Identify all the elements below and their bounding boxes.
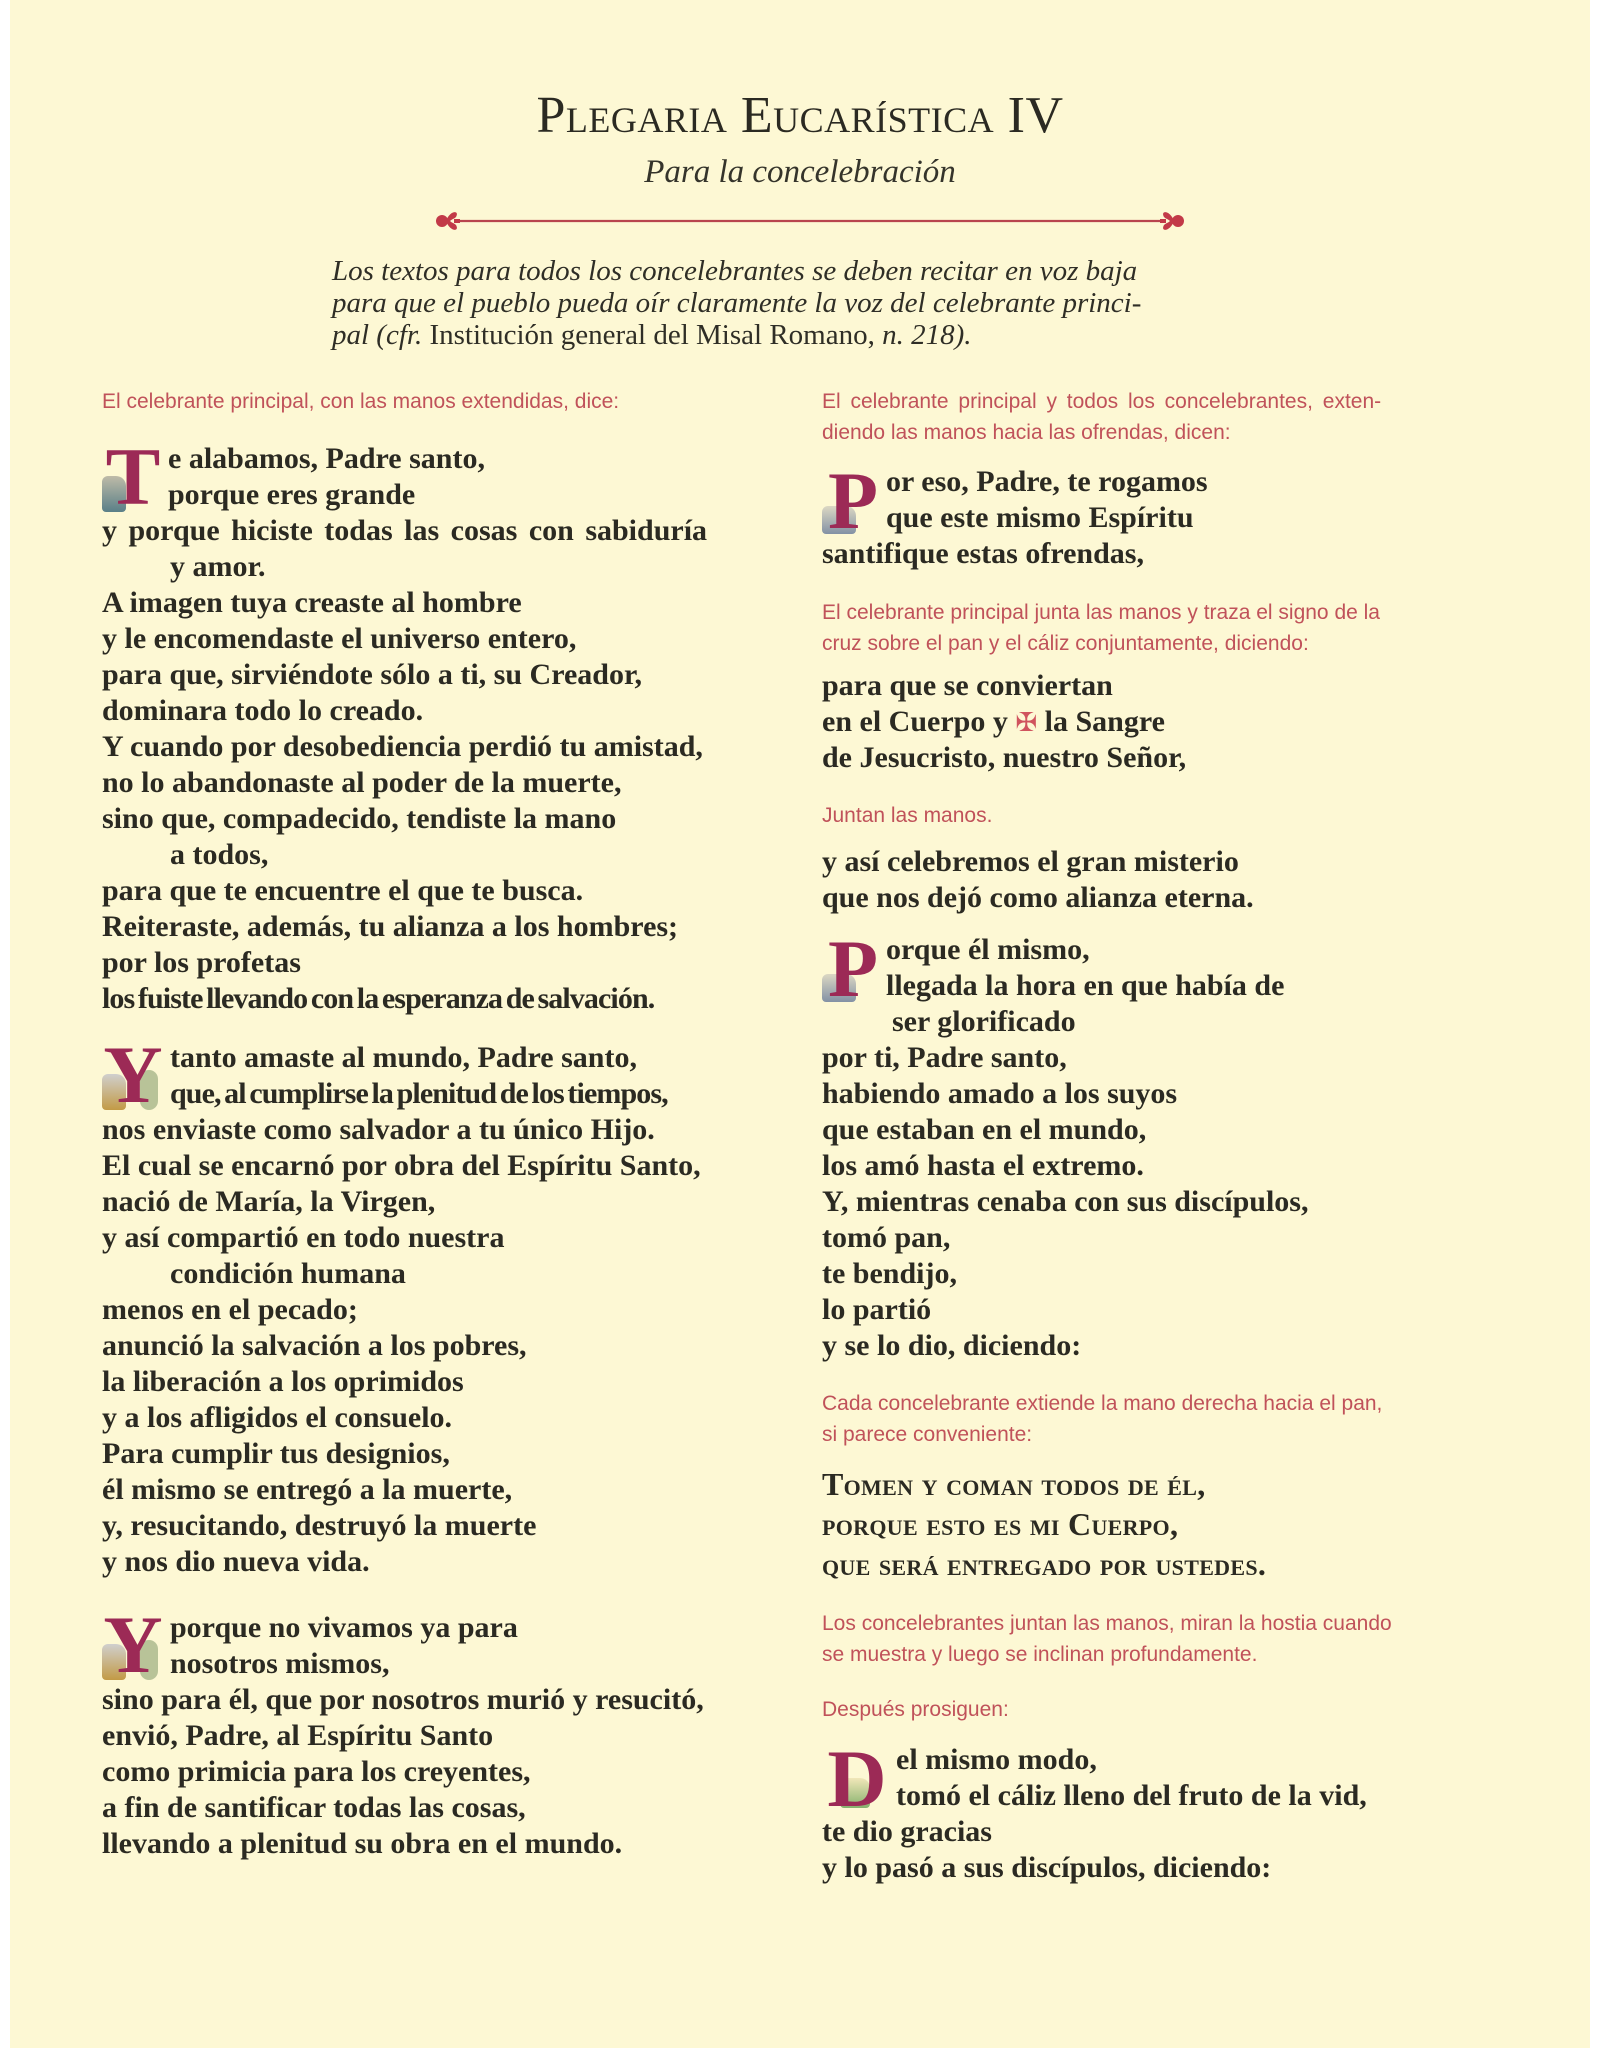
prayer-line: y así compartió en todo nuestra (102, 1221, 505, 1254)
dropcap-d-icon: D (827, 1733, 887, 1824)
prayer-line: y así celebremos el gran misterio (822, 845, 1239, 878)
rubric: Los concelebrantes juntan las manos, miran la hostia cuando (822, 1612, 1392, 1635)
prayer-line: menos en el pecado; (102, 1293, 358, 1326)
prayer-line: llegada la hora en que había de (886, 969, 1285, 1002)
prayer-line: porque eres grande (168, 478, 416, 511)
rubric: El celebrante principal y todos los concelebrantes, exten- (822, 390, 1382, 413)
prayer-line: que nos dejó como alianza eterna. (822, 881, 1254, 914)
prayer-line: sino que, compadecido, tendiste la mano (102, 802, 617, 835)
dropcap-y-icon: Y (103, 1029, 163, 1120)
prayer-line: la liberación a los oprimidos (102, 1365, 464, 1398)
prayer-line: Y cuando por desobediencia perdió tu amistad, (102, 730, 703, 763)
prayer-line: y a los afligidos el consuelo. (102, 1401, 453, 1434)
prayer-line: y nos dio nueva vida. (102, 1545, 370, 1578)
prayer-line: y lo pasó a sus discípulos, diciendo: (822, 1851, 1272, 1884)
intro-text: pal ( (332, 319, 386, 351)
dropcap-p-icon: P (822, 470, 884, 536)
consecration-line: que será entregado por ustedes. (822, 1546, 1267, 1582)
prayer-line: nosotros mismos, (170, 1647, 390, 1680)
rubric: Juntan las manos. (822, 804, 993, 827)
rubric: se muestra y luego se inclinan profundamente. (822, 1643, 1258, 1666)
prayer-line: que, al cumplirse la plenitud de los tiempos, (170, 1077, 668, 1110)
prayer-line: a fin de santificar todas las cosas, (102, 1791, 526, 1824)
prayer-line: habiendo amado a los suyos (822, 1077, 1178, 1110)
prayer-line: los amó hasta el extremo. (822, 1149, 1144, 1182)
dropcap-t-icon: T (102, 446, 164, 512)
intro-reference: Institución general del Misal Romano, (422, 319, 875, 351)
prayer-line: llevando a plenitud su obra en el mundo. (102, 1827, 623, 1860)
prayer-line: El cual se encarnó por obra del Espíritu Santo, (102, 1149, 701, 1182)
prayer-line: nació de María, la Virgen, (102, 1185, 436, 1218)
prayer-line: para que te encuentre el que te busca. (102, 874, 584, 907)
prayer-line: te dio gracias (822, 1815, 992, 1848)
prayer-line: él mismo se entregó a la muerte, (102, 1473, 513, 1506)
prayer-line: y amor. (170, 550, 266, 583)
sign-of-cross-icon: ✠ (1015, 708, 1038, 738)
prayer-line: Para cumplir tus designios, (102, 1437, 450, 1470)
prayer-line: como primicia para los creyentes, (102, 1755, 531, 1788)
prayer-line: que estaban en el mundo, (822, 1113, 1147, 1146)
prayer-line: el mismo modo, (896, 1743, 1097, 1776)
prayer-line: por los profetas (102, 946, 301, 979)
prayer-line: orque él mismo, (886, 933, 1090, 966)
prayer-line: A imagen tuya creaste al hombre (102, 586, 522, 619)
dropcap-y-icon: Y (103, 1599, 163, 1690)
rubric: cruz sobre el pan y el cáliz conjuntamente, diciendo: (822, 632, 1309, 655)
rubric: El celebrante principal, con las manos extendidas, dice: (102, 390, 620, 413)
prayer-line (822, 704, 1165, 741)
prayer-line: te bendijo, (822, 1257, 957, 1290)
intro-line (332, 319, 1292, 351)
prayer-line: y se lo dio, diciendo: (822, 1329, 1082, 1362)
prayer-line: envió, Padre, al Espíritu Santo (102, 1719, 494, 1752)
rubric: Cada concelebrante extiende la mano derecha hacia el pan, (822, 1392, 1383, 1415)
prayer-line: lo partió (822, 1293, 932, 1326)
prayer-text: en el Cuerpo y (822, 705, 1016, 738)
prayer-line: anunció la salvación a los pobres, (102, 1329, 527, 1362)
prayer-line: tomó el cáliz lleno del fruto de la vid, (896, 1779, 1367, 1812)
prayer-line: para que se conviertan (822, 669, 1113, 702)
prayer-line: y le encomendaste el universo entero, (102, 622, 577, 655)
prayer-line: no lo abandonaste al poder de la muerte, (102, 766, 622, 799)
prayer-line: de Jesucristo, nuestro Señor, (822, 741, 1187, 774)
rubric: si parece conveniente: (822, 1423, 1033, 1446)
consecration-line: porque esto es mi Cuerpo, (822, 1506, 1179, 1542)
intro-note (332, 255, 1292, 351)
prayer-line: or eso, Padre, te rogamos (886, 465, 1208, 498)
page-subtitle: Para la concelebración (644, 154, 956, 190)
prayer-line: por ti, Padre santo, (822, 1041, 1067, 1074)
rubric: El celebrante principal junta las manos y traza el signo de la (822, 601, 1380, 624)
prayer-line: que este mismo Espíritu (886, 501, 1194, 534)
prayer-line: Y, mientras cenaba con sus discípulos, (822, 1185, 1309, 1218)
prayer-line: porque no vivamos ya para (170, 1611, 518, 1644)
intro-line: para que el pueblo pueda oír claramente la voz del celebrante princi- (332, 287, 1142, 319)
intro-cfr: cfr. (385, 319, 423, 351)
prayer-line: y porque hiciste todas las cosas con sabiduría (102, 514, 708, 547)
missal-page (10, 0, 1590, 2048)
prayer-line: tomó pan, (822, 1221, 951, 1254)
rubric: Después prosiguen: (822, 1698, 1009, 1721)
prayer-line: para que, sirviéndote sólo a ti, su Creador, (102, 658, 643, 691)
prayer-line: Reiteraste, además, tu alianza a los hombres; (102, 910, 679, 943)
consecration-line: Tomen y coman todos de él, (822, 1466, 1206, 1502)
prayer-text: la Sangre (1037, 705, 1165, 738)
prayer-line: e alabamos, Padre santo, (168, 442, 485, 475)
prayer-line: condición humana (170, 1257, 406, 1290)
page-title: Plegaria Eucarística IV (536, 87, 1064, 144)
prayer-line: a todos, (170, 838, 269, 871)
prayer-line: tanto amaste al mundo, Padre santo, (170, 1041, 637, 1074)
prayer-line: y, resucitando, destruyó la muerte (102, 1509, 537, 1542)
prayer-line: sino para él, que por nosotros murió y resucitó, (102, 1683, 704, 1716)
intro-text: n. 218). (874, 319, 972, 351)
prayer-line: santifique estas ofrendas, (822, 537, 1144, 570)
rubric: diendo las manos hacia las ofrendas, dicen: (822, 421, 1231, 444)
prayer-line: ser glorificado (892, 1005, 1076, 1038)
intro-line: Los textos para todos los concelebrantes se deben recitar en voz baja (332, 255, 1138, 287)
dropcap-p-icon: P (822, 938, 884, 1004)
fleur-de-lis-rule-icon (430, 206, 1190, 236)
prayer-line: dominara todo lo creado. (102, 694, 424, 727)
prayer-line: los fuiste llevando con la esperanza de salvación. (102, 982, 655, 1015)
prayer-line: nos enviaste como salvador a tu único Hijo. (102, 1113, 655, 1146)
